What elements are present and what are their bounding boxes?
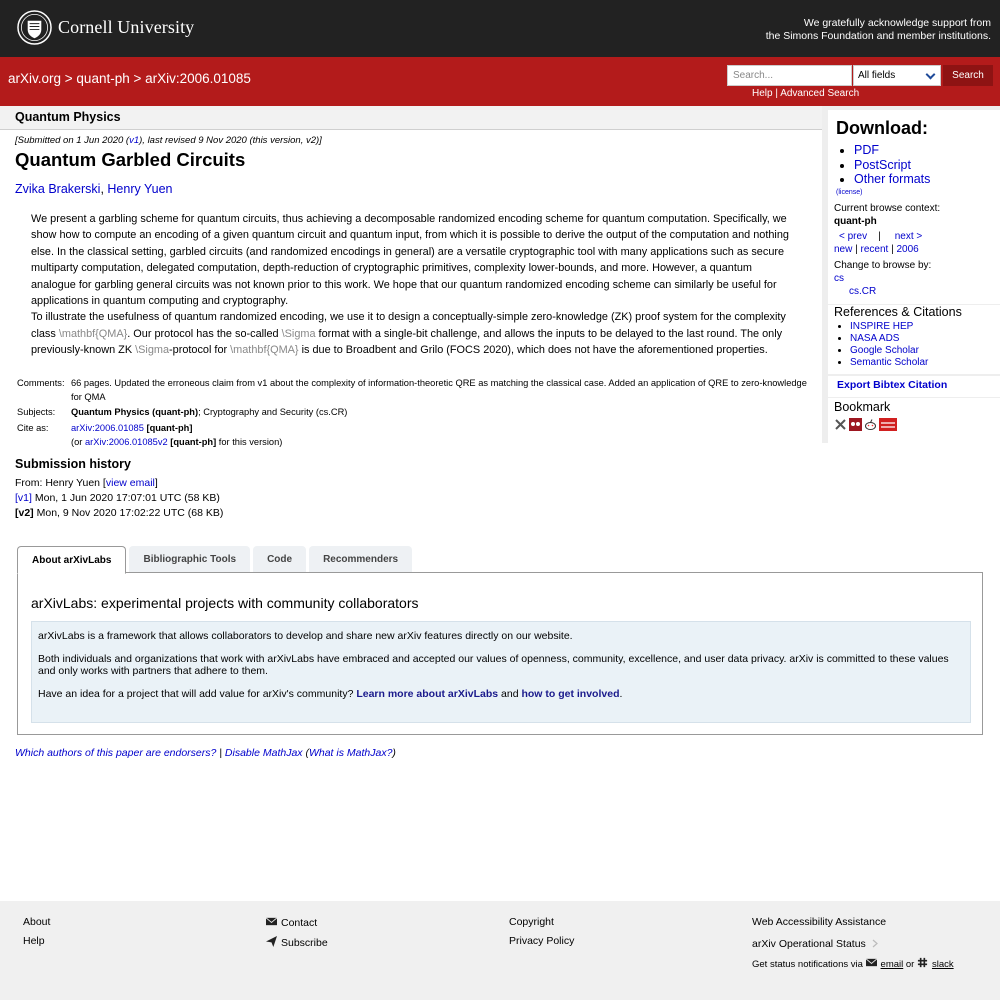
footer-col-1 xyxy=(23,916,50,954)
abstract-text: is due to Broadbent and Grilo (FOCS 2020), which does not have the aforementioned properties. xyxy=(298,344,768,357)
status-label: arXiv Operational Status xyxy=(752,938,866,950)
chevron-down-icon xyxy=(926,70,936,80)
abstract-paragraph: We present a garbling scheme for quantum circuits, thus achieving a decomposable randomized encoding scheme for quantum computation. Specifically, we show how to compute an encoding of a given quantum circuit and quantum input, from which it is possible to derive the output of the computation and nothing else. In the classical setting, garbled circuits (and randomized encodings in general) are a versatile cryptographic tool with many applications such as secure multiparty computation, delegated computation, depth-reduction of cryptographic primitives, complexity lower-bounds, and more. However, a quantum analogue for garbling general circuits was not known prior to this work. We hope that our quantum randomized encoding scheme can similarly be useful for applications in quantum computing and cryptography. xyxy=(31,213,789,308)
reddit-icon[interactable] xyxy=(864,418,877,431)
cite-alt-tag: [quant-ph] xyxy=(167,437,217,447)
footer-subscribe[interactable] xyxy=(266,936,328,950)
nav-bar xyxy=(0,57,1000,106)
secondary-subject: ; Cryptography and Security (cs.CR) xyxy=(198,407,348,417)
labs-tabs xyxy=(17,546,415,573)
abstract-paragraph xyxy=(31,309,789,358)
browse-links: new | recent | 2006 xyxy=(834,243,919,255)
breadcrumb-arxiv[interactable]: arXiv.org xyxy=(8,71,62,86)
comments-row xyxy=(17,377,812,404)
bibtex-box xyxy=(828,376,1000,397)
submission-date xyxy=(15,135,322,146)
download-formats xyxy=(834,143,994,187)
download-title: Download: xyxy=(836,118,928,138)
labs-paragraph: arXivLabs is a framework that allows collaborators to develop and share new arXiv features directly on our website. xyxy=(38,630,573,642)
cornell-logo[interactable] xyxy=(17,10,194,45)
other-formats-link[interactable]: Other formats xyxy=(854,172,931,186)
labs-and: and xyxy=(498,688,522,700)
submitted-suffix: ), last revised 9 Nov 2020 (this version, v2)] xyxy=(139,135,322,146)
change-browse-label: Change to browse by: xyxy=(834,259,932,271)
footer-copyright[interactable]: Copyright xyxy=(509,916,554,928)
tex-qma: \mathbf{QMA} xyxy=(230,344,299,357)
cite-alt-prefix: (or xyxy=(71,437,85,447)
abstract-text: . Our protocol has the so-called xyxy=(127,327,282,340)
paper-title: Quantum Garbled Circuits xyxy=(15,149,246,170)
subject-header xyxy=(0,106,822,130)
contact-label: Contact xyxy=(281,917,318,929)
history-v1 xyxy=(15,491,223,506)
status-note-prefix: Get status notifications via xyxy=(752,959,866,970)
bookmark-box xyxy=(828,398,1000,443)
endorsers-line xyxy=(15,747,396,759)
references-box xyxy=(828,305,1000,374)
browse-context xyxy=(834,202,994,298)
mendeley-icon[interactable] xyxy=(849,418,862,431)
license xyxy=(836,189,994,196)
labs-paragraph: Both individuals and organizations that work with arXivLabs have embraced and accepted our values of openness, community, excellence, and user data privacy. arXiv is committed to these values and only works with partners that adhere to them. xyxy=(38,653,949,677)
license-link[interactable]: (license) xyxy=(836,188,863,196)
footer-privacy[interactable]: Privacy Policy xyxy=(509,935,575,947)
semantic-scholar-link[interactable]: Semantic Scholar xyxy=(850,357,929,368)
google-scholar-link[interactable]: Google Scholar xyxy=(850,345,919,356)
labs-description xyxy=(31,621,971,723)
search-button[interactable]: Search xyxy=(943,65,993,86)
disable-mathjax-link[interactable]: Disable MathJax xyxy=(224,747,303,759)
primary-subject: Quantum Physics (quant-ph) xyxy=(71,407,199,417)
subscribe-label: Subscribe xyxy=(281,937,328,949)
ack-line-1: We gratefully acknowledge support from xyxy=(803,17,991,29)
endorsers-link[interactable]: Which authors of this paper are endorsers? xyxy=(15,747,217,759)
comments-value: 66 pages. Updated the erroneous claim from v1 about the complexity of information-theoretic QRE as matching the classical case. Added an application of QRE to zero-knowledge for QMA xyxy=(71,378,807,402)
cite-value xyxy=(71,422,812,450)
search-input[interactable] xyxy=(727,65,852,86)
new-link[interactable]: new xyxy=(834,243,853,255)
status-or: or xyxy=(903,959,917,970)
history-v2 xyxy=(15,506,223,521)
footer-about[interactable]: About xyxy=(23,916,51,928)
status-slack-link[interactable]: slack xyxy=(931,959,954,970)
help-link[interactable]: Help xyxy=(752,88,773,99)
learn-more-link[interactable]: Learn more about arXivLabs xyxy=(356,688,499,700)
abstract xyxy=(31,211,789,359)
bibsonomy-icon[interactable] xyxy=(834,418,847,431)
recent-link[interactable]: recent xyxy=(860,243,889,255)
get-involved-link[interactable]: how to get involved xyxy=(521,688,620,700)
download-box xyxy=(828,110,1000,304)
labs-period: . xyxy=(619,688,623,700)
browse-cs-link[interactable]: cs xyxy=(834,272,844,284)
v1-link[interactable]: v1 xyxy=(129,135,140,146)
ack-line-2: the Simons Foundation and member institutions. xyxy=(765,29,991,42)
context-value: quant-ph xyxy=(834,215,877,227)
pdf-link[interactable]: PDF xyxy=(854,143,879,157)
tab-code[interactable]: Code xyxy=(253,546,306,573)
context-label: Current browse context: xyxy=(834,202,941,214)
search-field-select[interactable] xyxy=(853,65,941,86)
cite-id-link[interactable]: arXiv:2006.01085 xyxy=(71,422,144,433)
metadata-table xyxy=(17,377,812,452)
footer-status[interactable] xyxy=(752,938,954,951)
sciencewise-icon[interactable] xyxy=(879,418,897,431)
subject-title: Quantum Physics xyxy=(15,110,121,124)
history-from xyxy=(15,476,223,491)
labs-paragraph xyxy=(38,688,964,700)
abstract-text: -protocol for xyxy=(169,344,231,357)
ref-item xyxy=(850,333,994,345)
browse-cscr-link[interactable]: cs.CR xyxy=(849,285,877,297)
what-is-mathjax-link[interactable]: What is MathJax? xyxy=(308,747,393,759)
author-link[interactable]: Zvika Brakerski xyxy=(15,182,101,196)
breadcrumb-quant-ph[interactable]: quant-ph xyxy=(76,71,130,86)
ref-item xyxy=(850,345,994,357)
labs-panel xyxy=(17,572,983,735)
ref-item xyxy=(850,321,994,333)
prev-next xyxy=(839,230,994,243)
from-prefix: From: Henry Yuen [ xyxy=(15,477,106,489)
paren-open: ( xyxy=(302,747,309,759)
nasa-ads-link[interactable]: NASA ADS xyxy=(850,333,900,344)
format-item xyxy=(854,143,994,158)
search-row xyxy=(727,65,993,86)
top-header xyxy=(0,0,1000,57)
status-notifications xyxy=(752,957,954,971)
search-field-value: All fields xyxy=(858,70,896,81)
advanced-search-link[interactable]: Advanced Search xyxy=(780,88,860,99)
submission-history xyxy=(15,476,223,521)
inspire-hep-link[interactable]: INSPIRE HEP xyxy=(850,321,914,332)
postscript-link[interactable]: PostScript xyxy=(854,157,911,172)
acknowledgement xyxy=(691,17,991,42)
bookmark-icons xyxy=(834,418,994,431)
view-email-link[interactable]: view email xyxy=(105,477,155,489)
breadcrumb-sep: > xyxy=(129,71,146,86)
breadcrumb-paper-id[interactable]: arXiv:2006.01085 xyxy=(145,71,251,86)
history-v1-link[interactable]: [v1] xyxy=(15,492,32,504)
footer-accessibility[interactable]: Web Accessibility Assistance xyxy=(752,916,887,928)
labs-title: arXivLabs: experimental projects with community collaborators xyxy=(31,595,419,611)
tab-recommenders[interactable]: Recommenders xyxy=(309,546,412,573)
status-email-link[interactable]: email xyxy=(880,959,904,970)
tab-about-arxivlabs[interactable]: About arXivLabs xyxy=(17,546,126,574)
history-v1-text: Mon, 1 Jun 2020 17:07:01 UTC (58 KB) xyxy=(31,492,220,504)
labs-p3-prefix: Have an idea for a project that will add value for arXiv's community? xyxy=(38,688,357,700)
abstract-text: To illustrate the usefulness of quantum randomized encoding, we use it to design a conceptually-simple zero-knowledge (ZK) proof system for the complexity class xyxy=(31,311,786,340)
envelope-icon xyxy=(266,916,277,927)
sidebar xyxy=(822,106,1000,443)
footer-col-4 xyxy=(752,916,954,977)
breadcrumb xyxy=(8,71,251,86)
year-link[interactable]: 2006 xyxy=(896,243,919,255)
format-item xyxy=(854,172,994,187)
tex-qma: \mathbf{QMA} xyxy=(58,327,128,340)
tab-bibliographic-tools[interactable]: Bibliographic Tools xyxy=(129,546,250,573)
export-bibtex-link[interactable]: Export Bibtex Citation xyxy=(837,379,948,391)
paren-close: ) xyxy=(392,747,396,759)
submission-history-title: Submission history xyxy=(15,457,131,471)
breadcrumb-sep: > xyxy=(61,71,77,86)
cite-alt-suffix: for this version) xyxy=(216,437,283,447)
abstract-text: format with a single-bit challenge, and allows the inputs to be delayed to the last round. The only previously-known ZK xyxy=(31,327,783,357)
ref-item xyxy=(850,357,994,369)
chevron-right-icon xyxy=(871,939,879,948)
endorsers-sep: | xyxy=(216,747,225,759)
envelope-icon xyxy=(866,957,877,968)
footer xyxy=(0,901,1000,1000)
subjects-row xyxy=(17,406,812,420)
cornell-seal-icon xyxy=(17,10,52,45)
footer-contact[interactable] xyxy=(266,916,328,930)
from-suffix: ] xyxy=(154,477,158,489)
cite-row xyxy=(17,422,812,450)
references-list xyxy=(834,321,994,369)
nav-pipe: | xyxy=(878,230,881,242)
footer-col-3 xyxy=(509,916,574,954)
bookmark-title: Bookmark xyxy=(834,400,891,414)
search-links: Help | Advanced Search xyxy=(752,88,860,99)
paper-plane-icon xyxy=(266,936,277,947)
references-title: References & Citations xyxy=(834,305,962,319)
submitted-prefix: [Submitted on 1 Jun 2020 ( xyxy=(15,135,130,146)
tex-sigma: \Sigma xyxy=(135,344,170,357)
history-v2-label: [v2] xyxy=(15,507,34,519)
cite-tag: [quant-ph] xyxy=(143,422,193,433)
comments-label: Comments: xyxy=(17,378,65,388)
cite-alt-id-link[interactable]: arXiv:2006.01085v2 xyxy=(84,437,168,447)
cite-label: Cite as: xyxy=(17,422,49,433)
footer-help[interactable]: Help xyxy=(23,935,45,947)
authors: Zvika Brakerski, Henry Yuen xyxy=(15,182,173,196)
prev-link[interactable]: < prev xyxy=(839,230,868,242)
next-link[interactable]: next > xyxy=(894,230,923,242)
tex-sigma: \Sigma xyxy=(281,327,316,340)
footer-col-2 xyxy=(266,916,328,956)
slack-icon xyxy=(917,957,928,968)
subjects-label: Subjects: xyxy=(17,407,56,417)
history-v2-text: Mon, 9 Nov 2020 17:02:22 UTC (68 KB) xyxy=(33,507,224,519)
university-name: Cornell University xyxy=(58,17,195,37)
author-link[interactable]: Henry Yuen xyxy=(107,182,173,196)
subjects-value xyxy=(71,406,812,420)
format-item xyxy=(854,158,994,173)
